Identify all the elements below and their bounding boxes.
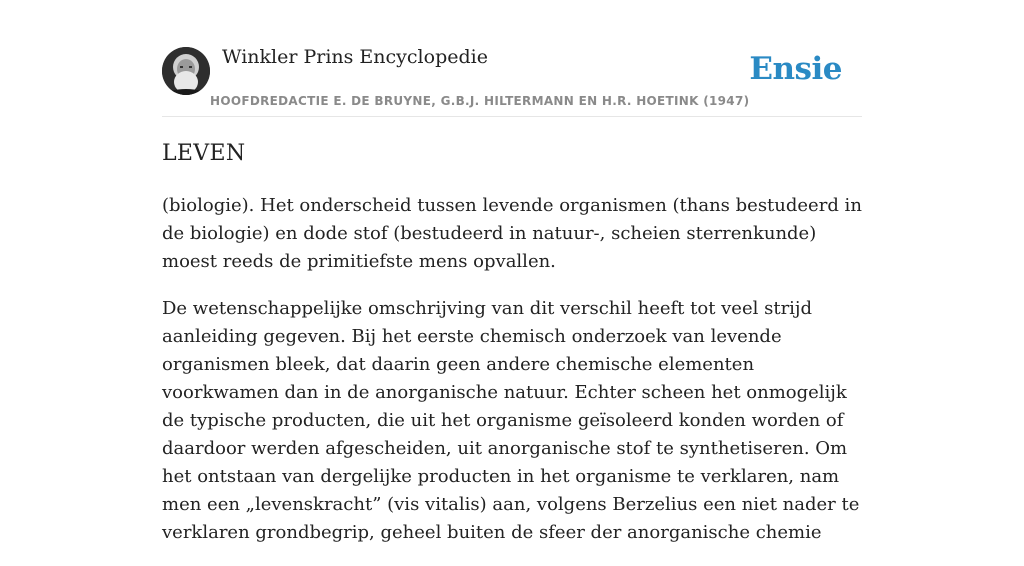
- page-content: [162, 0, 862, 543]
- portrait-image: [162, 47, 210, 95]
- ensie-logo-link[interactable]: Ensie: [749, 51, 842, 87]
- entry-body: [162, 192, 862, 566]
- site-header: [162, 0, 862, 117]
- entry-paragraph: (biologie). Het onderscheid tussen levende organismen (thans bestudeerd in de biologie) en dode stof (bestudeerd in natuur-, scheien sterrenkunde) moest reeds de primitiefste mens opvallen.: [162, 195, 862, 272]
- entry-title: LEVEN: [162, 141, 246, 166]
- editor-portrait-avatar: [162, 47, 210, 95]
- entry-paragraph: De wetenschappelijke omschrijving van dit verschil heeft tot veel strijd aanleiding gegeven. Bij het eerste chemisch onderzoek van levende organismen bleek, dat daarin geen andere chemische elementen voorkwamen dan in de anorganische natuur. Echter scheen het onmogelijk de typische producten, die uit het organisme geïsoleerd konden worden of daardoor werden afgescheiden, uit anorganische stof te synthetiseren. Om het ontstaan van dergelijke producten in het organisme te verklaren, nam men een „levenskracht” (vis vitalis) aan, volgens Berzelius een niet nader te verklaren grondbegrip, geheel buiten de sfeer der anorganische chemie: [162, 298, 860, 543]
- publication-title[interactable]: Winkler Prins Encyclopedie: [222, 46, 488, 68]
- editorial-credits: HOOFDREDACTIE E. DE BRUYNE, G.B.J. HILTERMANN EN H.R. HOETINK (1947): [210, 94, 750, 108]
